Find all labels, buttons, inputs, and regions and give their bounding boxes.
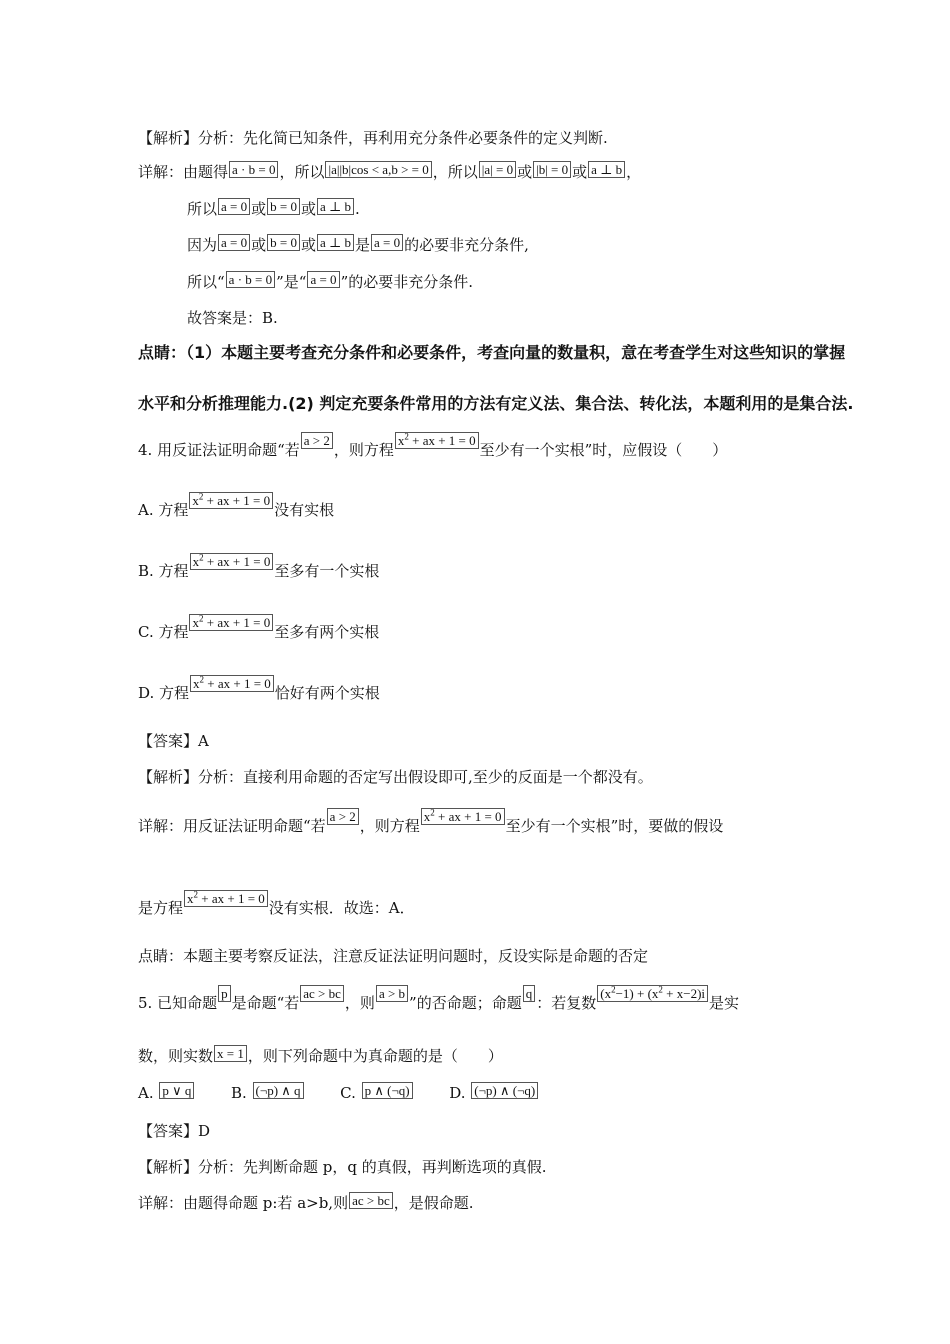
option-5c[interactable]: C. p ∧ (¬q) xyxy=(340,1084,414,1102)
option-4c[interactable]: C. 方程$x^2$ + ax + 1 = 0至多有两个实根 xyxy=(138,613,380,641)
detail-3-line3: 因为 a = 0 或 b = 0 或 a ⊥ b 是 a = 0 的必要非充分条件, xyxy=(187,235,529,254)
question-5-stem-line2: 数，则实数 x = 1 ，则下列命题中为真命题的是（ ） xyxy=(138,1046,503,1065)
detail-3-line4: 所以“ a · b = 0 ”是“ a = 0 ”的必要非充分条件. xyxy=(187,272,473,291)
dianjing-3-line1: 点睛：（1）本题主要考查充分条件和必要条件，考查向量的数量积，意在考查学生对这些知识的掌握 xyxy=(138,343,846,362)
analysis-4: 【解析】分析：直接利用命题的否定写出假设即可,至少的反面是一个都没有。 xyxy=(138,768,653,786)
detail-5: 详解：由题得命题 p:若 a>b,则 ac > bc ，是假命题. xyxy=(138,1193,474,1212)
option-5d[interactable]: D. (¬p) ∧ (¬q) xyxy=(449,1084,539,1102)
detail-3-line2: 所以 a = 0 或 b = 0 或 a ⊥ b . xyxy=(187,199,360,218)
detail-4-line2: 是方程$x^2$ + ax + 1 = 0没有实根．故选：A． xyxy=(138,889,415,917)
analysis-3: 【解析】分析：先化简已知条件，再利用充分条件必要条件的定义判断. xyxy=(138,129,608,147)
detail-3-line1: 详解：由题得 a · b = 0 ，所以 |a||b|cos < a,b > = 0 ，所以 |a| = 0 或 |b| = 0 或 a ⊥ b ， xyxy=(138,162,642,181)
answer-4: 【答案】A xyxy=(138,732,209,750)
option-4d[interactable]: D. 方程$x^2$ + ax + 1 = 0恰好有两个实根 xyxy=(138,674,380,702)
option-5a[interactable]: A. p ∨ q xyxy=(138,1084,195,1102)
question-4-stem: 4. 用反证法证明命题“若a > 2，则方程$x^2$ + ax + 1 = 0至少有一个实根”时，应假设（ ） xyxy=(138,431,728,459)
answer-3: 故答案是：B. xyxy=(187,309,278,327)
dianjing-3-line2: 水平和分析推理能力.(2) 判定充要条件常用的方法有定义法、集合法、转化法，本题利用的是集合法. xyxy=(138,394,854,413)
dianjing-4: 点睛：本题主要考察反证法，注意反证法证明问题时，反设实际是命题的否定 xyxy=(138,947,649,965)
options-5 xyxy=(138,1083,539,1103)
option-4b[interactable]: B. 方程$x^2$ + ax + 1 = 0至多有一个实根 xyxy=(138,552,380,580)
option-5b[interactable]: B. (¬p) ∧ q xyxy=(231,1084,305,1102)
analysis-5: 【解析】分析：先判断命题 p，q 的真假，再判断选项的真假. xyxy=(138,1158,547,1176)
option-4a[interactable]: A. 方程$x^2$ + ax + 1 = 0没有实根 xyxy=(138,491,335,519)
answer-5: 【答案】D xyxy=(138,1122,211,1140)
question-5-stem-line1: 5. 已知命题p是命题“若ac > bc，则a > b”的否命题；命题q：若复数$(x^2-1) + (x^2 + x-2)i$是实 xyxy=(138,984,740,1012)
detail-4-line1: 详解：用反证法证明命题“若a > 2，则方程$x^2$ + ax + 1 = 0至少有一个实根”时，要做的假设 xyxy=(138,807,724,835)
